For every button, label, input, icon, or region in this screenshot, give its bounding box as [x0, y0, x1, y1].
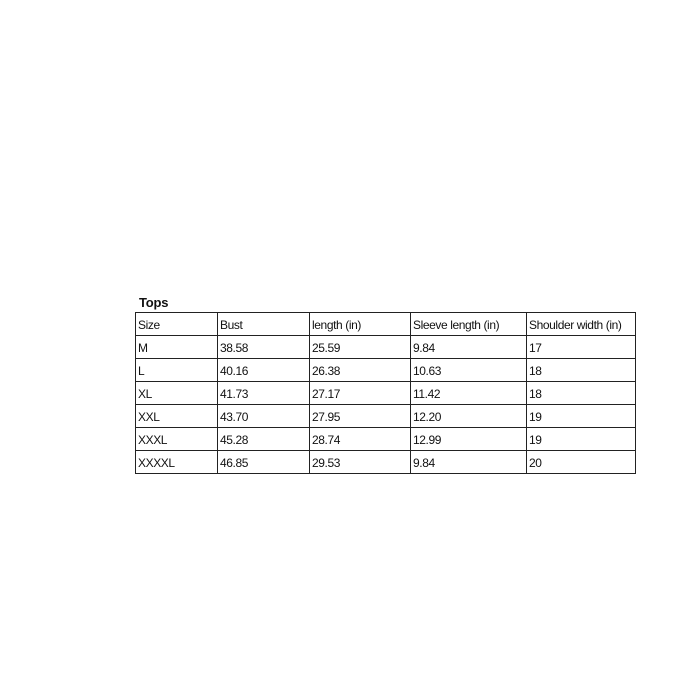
cell-sleeve-length: 9.84	[411, 336, 527, 359]
cell-size: XXXXL	[136, 451, 218, 474]
size-table	[135, 312, 636, 474]
size-chart	[135, 294, 636, 474]
header-shoulder-width: Shoulder width (in)	[527, 313, 636, 336]
cell-size: XXL	[136, 405, 218, 428]
cell-sleeve-length: 9.84	[411, 451, 527, 474]
cell-shoulder-width: 19	[527, 405, 636, 428]
cell-shoulder-width: 17	[527, 336, 636, 359]
cell-length: 29.53	[310, 451, 411, 474]
header-size: Size	[136, 313, 218, 336]
cell-bust: 41.73	[218, 382, 310, 405]
cell-length: 27.17	[310, 382, 411, 405]
cell-bust: 43.70	[218, 405, 310, 428]
header-bust: Bust	[218, 313, 310, 336]
cell-shoulder-width: 20	[527, 451, 636, 474]
cell-shoulder-width: 18	[527, 359, 636, 382]
cell-size: M	[136, 336, 218, 359]
cell-bust: 40.16	[218, 359, 310, 382]
cell-size: L	[136, 359, 218, 382]
cell-sleeve-length: 10.63	[411, 359, 527, 382]
table-header-row	[136, 313, 636, 336]
table-row	[136, 451, 636, 474]
header-length: length (in)	[310, 313, 411, 336]
cell-shoulder-width: 18	[527, 382, 636, 405]
cell-sleeve-length: 12.99	[411, 428, 527, 451]
table-row	[136, 336, 636, 359]
table-row	[136, 359, 636, 382]
chart-title: Tops	[139, 295, 169, 310]
cell-bust: 45.28	[218, 428, 310, 451]
cell-length: 27.95	[310, 405, 411, 428]
cell-bust: 46.85	[218, 451, 310, 474]
cell-sleeve-length: 11.42	[411, 382, 527, 405]
table-row	[136, 428, 636, 451]
table-row	[136, 382, 636, 405]
cell-size: XXXL	[136, 428, 218, 451]
cell-length: 26.38	[310, 359, 411, 382]
cell-shoulder-width: 19	[527, 428, 636, 451]
cell-length: 25.59	[310, 336, 411, 359]
table-row	[136, 405, 636, 428]
cell-size: XL	[136, 382, 218, 405]
cell-sleeve-length: 12.20	[411, 405, 527, 428]
cell-bust: 38.58	[218, 336, 310, 359]
header-sleeve-length: Sleeve length (in)	[411, 313, 527, 336]
cell-length: 28.74	[310, 428, 411, 451]
